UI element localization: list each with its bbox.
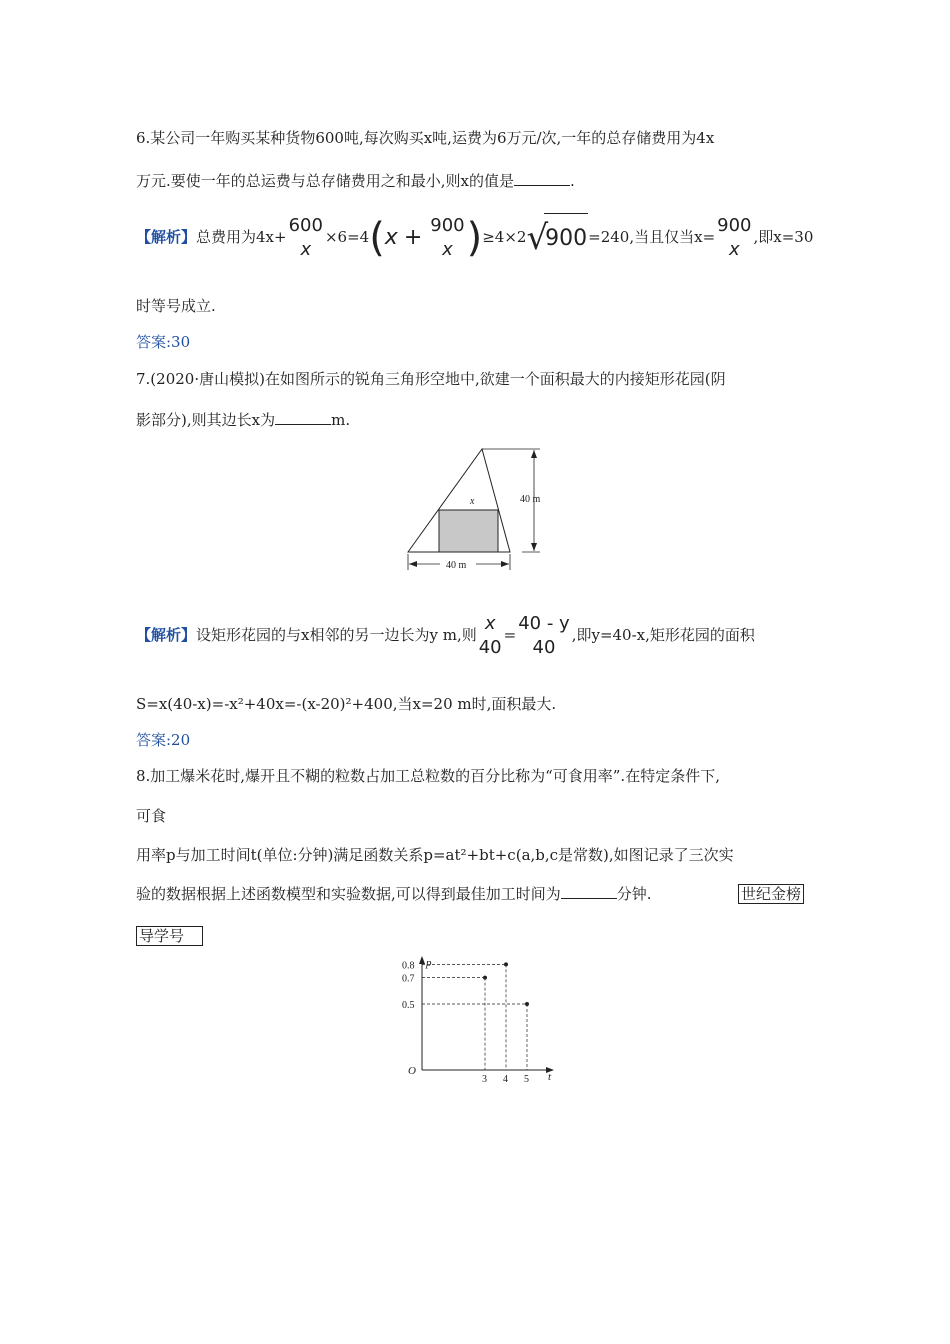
- q7-stem-unit: m.: [331, 411, 351, 429]
- q7-stem-text: 影部分),则其边长x为: [136, 411, 276, 429]
- q6-var-x: x: [384, 225, 398, 250]
- q7-solution-line2: S=x(40-x)=-x²+40x=-(x-20)²+400,当x=20 m时,面积最大.: [136, 695, 557, 713]
- q6-solution-line2: 时等号成立.: [136, 297, 216, 315]
- q8-stem-line1: 8.加工爆米花时,爆开且不糊的粒数占加工总粒数的百分比称为“可食用率”.在特定条件下,: [136, 767, 720, 785]
- q8-stem-text: 验的数据根据上述函数模型和实验数据,可以得到最佳加工时间为: [136, 885, 561, 903]
- q8-answer-blank: [561, 884, 617, 899]
- data-point: [525, 1002, 529, 1006]
- arrow-left-icon: [409, 561, 417, 567]
- q6-fraction-900-x: [430, 214, 464, 262]
- q8-boxed-label-2-wrap: [136, 926, 203, 946]
- q8-stem-unit: 分钟.: [616, 885, 652, 903]
- q6-sol-text-a: 总费用为4x+: [196, 228, 287, 246]
- q6-answer-blank: [514, 171, 570, 186]
- q8-stem-line2: 可食: [136, 807, 167, 825]
- sqrt-icon: √: [526, 218, 549, 258]
- q7-sol-text-a: 设矩形花园的与x相邻的另一边长为y m,则: [196, 626, 477, 644]
- x-tick-label: 5: [524, 1074, 529, 1085]
- q7-solution-line1: [136, 610, 755, 660]
- y-axis-arrow-icon: [419, 956, 425, 964]
- frac-numerator: 900: [430, 215, 465, 236]
- q6-fraction-600-x: [289, 214, 323, 262]
- q7-sol-text-b: ,即y=40-x,矩形花园的面积: [571, 626, 755, 644]
- q8-boxed-label-1-wrap: [738, 884, 804, 904]
- frac-numerator: x: [484, 613, 496, 634]
- q7-equals: =: [503, 626, 517, 644]
- frac-numerator: 900: [717, 215, 752, 236]
- frac-denominator: x: [300, 239, 312, 260]
- q6-stem-line1: 6.某公司一年购买某种货物600吨,每次购买x吨,运费为6万元/次,一年的总存储费用为4x: [136, 129, 715, 147]
- q7-fraction-x-40: [479, 612, 502, 660]
- q6-sol-text-e: ,即x=30: [753, 228, 814, 246]
- fig-height-label: 40 m: [520, 494, 541, 505]
- right-paren: ): [466, 215, 483, 261]
- x-tick-label: 4: [503, 1074, 508, 1085]
- data-point: [483, 976, 487, 980]
- q6-sol-text-b: ×6=4: [324, 228, 370, 246]
- q8-boxed-label-2: 导学号: [136, 926, 203, 946]
- y-axis-label: p: [426, 957, 432, 969]
- frac-denominator: 40: [478, 637, 502, 658]
- origin-label: O: [408, 1065, 416, 1077]
- y-tick-label: 0.8: [402, 960, 415, 972]
- q7-stem-line2: [136, 410, 350, 430]
- q8-boxed-label-1: 世纪金榜: [738, 884, 804, 904]
- q6-sol-text-d: =240,当且仅当x=: [588, 228, 716, 246]
- q8-stem-line3: 用率p与加工时间t(单位:分钟)满足函数关系p=at²+bt+c(a,b,c是常数),如图记录了三次实: [136, 846, 734, 864]
- q7-fraction-40-y-40: [518, 612, 570, 660]
- q7-triangle-figure: [400, 440, 560, 580]
- q8-chart: [390, 950, 570, 1090]
- x-tick-label: 3: [482, 1074, 487, 1085]
- frac-denominator: 40: [532, 637, 556, 658]
- data-point: [504, 962, 508, 966]
- frac-numerator: 600: [288, 215, 323, 236]
- q6-stem-line2: [136, 171, 575, 191]
- q7-answer: 答案:20: [136, 731, 191, 749]
- q7-stem-line1: 7.(2020·唐山模拟)在如图所示的锐角三角形空地中,欲建一个面积最大的内接矩形花园(阴: [136, 370, 726, 388]
- x-axis-label: t: [548, 1071, 552, 1083]
- y-tick-label: 0.5: [402, 1000, 415, 1011]
- frac-numerator: 40 - y: [518, 613, 570, 634]
- y-tick-label: 0.7: [402, 973, 415, 985]
- arrow-up-icon: [531, 450, 537, 458]
- frac-denominator: x: [728, 239, 740, 260]
- q6-plus: +: [403, 225, 423, 250]
- fig-base-label: 40 m: [446, 560, 467, 571]
- q8-stem-line4: [136, 884, 652, 904]
- arrow-down-icon: [531, 543, 537, 551]
- fig-x-label: x: [470, 496, 475, 507]
- q6-sqrt-value: 900: [544, 213, 588, 264]
- garden-rectangle: [439, 510, 498, 552]
- q6-stem-text: 万元.要使一年的总运费与总存储费用之和最小,则x的值是: [136, 172, 514, 190]
- left-paren: (: [369, 215, 385, 261]
- q7-answer-blank: [275, 410, 331, 425]
- q6-solution-line1: [136, 212, 813, 264]
- q6-sol-text-c: ≥4×2: [482, 228, 527, 246]
- q6-stem-end: .: [570, 172, 575, 190]
- q6-answer: 答案:30: [136, 333, 191, 351]
- q6-solution-tag: 【解析】: [136, 228, 197, 246]
- arrow-right-icon: [501, 561, 509, 567]
- chart-marks: [402, 960, 529, 1085]
- q7-solution-tag: 【解析】: [136, 626, 197, 644]
- q6-fraction-900-x-2: [717, 214, 751, 262]
- frac-denominator: x: [442, 239, 453, 260]
